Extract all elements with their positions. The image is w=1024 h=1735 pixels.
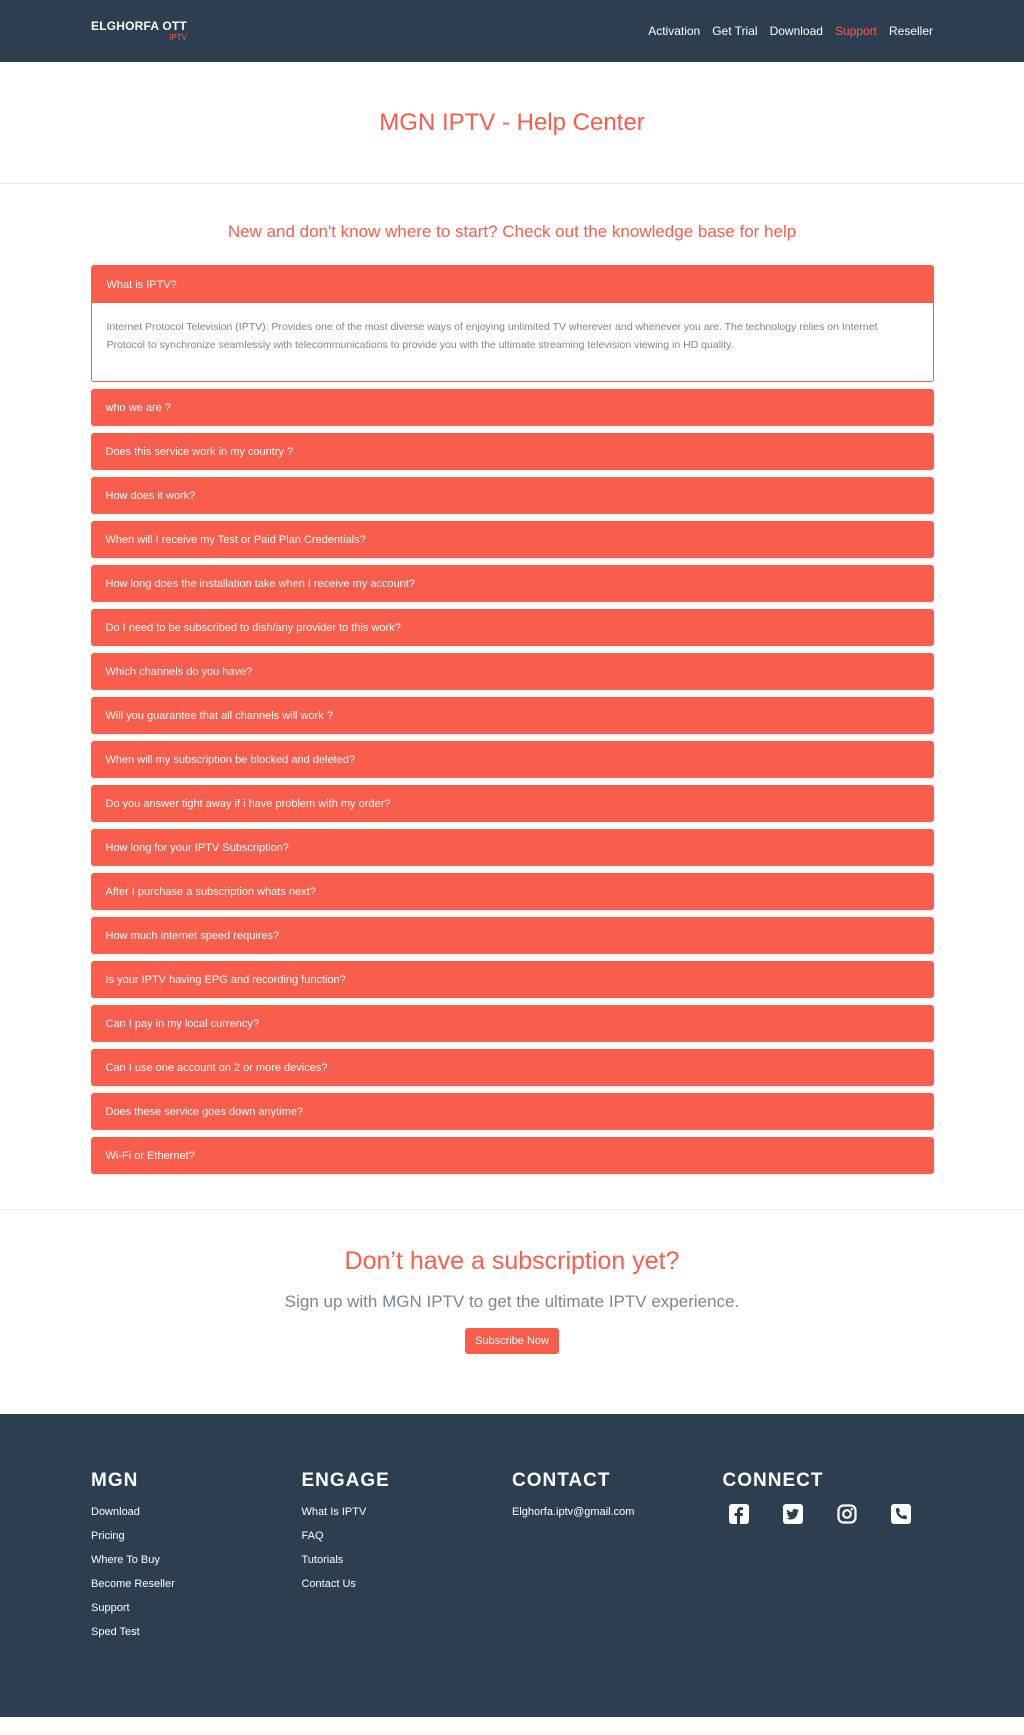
brand-logo[interactable]: [91, 20, 187, 42]
faq-item: [91, 433, 934, 470]
faq-question[interactable]: How long does the installation take when I receive my account?: [91, 565, 934, 602]
faq-question[interactable]: Do you answer tight away if i have problem with my order?: [91, 785, 934, 822]
faq-question[interactable]: How does it work?: [91, 477, 934, 514]
footer-col-contact: [512, 1470, 723, 1717]
faq-item: [91, 873, 934, 910]
cta-title: Don’t have a subscription yet?: [344, 1247, 680, 1275]
faq-question[interactable]: Which channels do you have?: [91, 653, 934, 690]
footer-heading-mgn: MGN: [91, 1470, 139, 1491]
faq-item: [91, 1137, 934, 1174]
footer-heading-contact: CONTACT: [512, 1470, 611, 1491]
faq-question[interactable]: When will I receive my Test or Paid Plan Credentials?: [91, 521, 934, 558]
cta-subtitle: Sign up with MGN IPTV to get the ultimate IPTV experience.: [284, 1292, 740, 1311]
nav-link-get-trial[interactable]: Get Trial: [712, 24, 758, 38]
nav-link-activation[interactable]: Activation: [648, 24, 701, 38]
footer-link-contact-us[interactable]: Contact Us: [301, 1578, 356, 1590]
subscribe-cta-section: [0, 1209, 1024, 1414]
footer-link-tutorials[interactable]: Tutorials: [301, 1554, 344, 1566]
faq-question[interactable]: Is your IPTV having EPG and recording function?: [91, 961, 934, 998]
footer-heading-engage: ENGAGE: [301, 1470, 390, 1491]
footer-link-pricing[interactable]: Pricing: [91, 1530, 125, 1542]
faq-item: [91, 653, 934, 690]
footer-col-connect: [723, 1470, 934, 1717]
footer-link-support[interactable]: Support: [91, 1602, 130, 1614]
faq-question[interactable]: Does this service work in my country ?: [91, 433, 934, 470]
footer-link-where-to-buy[interactable]: Where To Buy: [91, 1554, 160, 1566]
instagram-icon[interactable]: [837, 1504, 857, 1524]
nav-link-reseller[interactable]: Reseller: [888, 24, 933, 38]
hero-section: [0, 62, 1024, 184]
faq-item: [91, 521, 934, 558]
faq-item: [91, 1005, 934, 1042]
footer-col-engage: [302, 1470, 513, 1717]
brand-subtitle: IPTV: [169, 33, 187, 42]
brand-name: ELGHORFA OTT: [91, 19, 187, 33]
footer-link-speed-test[interactable]: Sped Test: [91, 1626, 140, 1638]
faq-item: [91, 389, 934, 426]
footer-contact-email[interactable]: Elghorfa.iptv@gmail.com: [512, 1506, 635, 1518]
faq-question[interactable]: Can I pay in my local currency?: [91, 1005, 934, 1042]
faq-question[interactable]: who we are ?: [91, 389, 934, 426]
page-title: MGN IPTV - Help Center: [379, 108, 645, 136]
footer-link-faq[interactable]: FAQ: [301, 1530, 324, 1542]
faq-item: [91, 1049, 934, 1086]
footer-link-become-reseller[interactable]: Become Reseller: [91, 1578, 175, 1590]
faq-question[interactable]: Do I need to be subscribed to dish/any provider to this work?: [91, 609, 934, 646]
knowledge-base-section: [0, 222, 1024, 1174]
faq-item: [91, 1093, 934, 1130]
footer-heading-connect: CONNECT: [722, 1470, 824, 1491]
faq-accordion: [91, 265, 934, 1174]
knowledge-base-heading: New and don't know where to start? Check out the knowledge base for help: [227, 222, 797, 241]
faq-question[interactable]: After I purchase a subscription whats next?: [91, 873, 934, 910]
navbar: [0, 0, 1024, 62]
phone-icon[interactable]: [891, 1504, 911, 1524]
subscribe-now-button[interactable]: Subscribe Now: [465, 1328, 559, 1354]
facebook-icon[interactable]: [729, 1504, 749, 1524]
nav-links: [648, 24, 933, 38]
social-links: [729, 1504, 934, 1524]
faq-item: [91, 741, 934, 778]
faq-item: [91, 829, 934, 866]
faq-answer: Internet Protocol Television (IPTV): Provides one of the most diverse ways of enjoying unlimited TV wherever and whenever you are. The technology relies on Internet Protocol to synchronize seamlessly with telecommunications to provide you with the ultimate streaming television viewing in HD quality.: [106, 321, 878, 351]
faq-item: [91, 785, 934, 822]
twitter-icon[interactable]: [783, 1504, 803, 1524]
faq-item: [91, 917, 934, 954]
faq-question[interactable]: Does these service goes down anytime?: [91, 1093, 934, 1130]
footer-link-download[interactable]: Download: [91, 1506, 140, 1518]
footer-col-mgn: [91, 1470, 302, 1717]
faq-item: [91, 961, 934, 998]
faq-question[interactable]: How much internet speed requires?: [91, 917, 934, 954]
faq-question[interactable]: When will my subscription be blocked and deleted?: [91, 741, 934, 778]
footer-link-what-is-iptv[interactable]: What Is IPTV: [301, 1506, 367, 1518]
faq-item: [91, 609, 934, 646]
faq-question[interactable]: Will you guarantee that all channels will work ?: [91, 697, 934, 734]
faq-item: [91, 477, 934, 514]
nav-link-download[interactable]: Download: [769, 24, 823, 38]
faq-question[interactable]: Can I use one account on 2 or more devices?: [91, 1049, 934, 1086]
faq-item: [91, 565, 934, 602]
faq-item: [91, 697, 934, 734]
nav-link-support[interactable]: Support: [834, 24, 877, 38]
faq-item: [91, 265, 934, 382]
footer: [0, 1414, 1024, 1717]
faq-question[interactable]: Wi-Fi or Ethernet?: [91, 1137, 934, 1174]
faq-question[interactable]: How long for your IPTV Subscription?: [91, 829, 934, 866]
faq-question[interactable]: What is IPTV?: [92, 266, 933, 303]
